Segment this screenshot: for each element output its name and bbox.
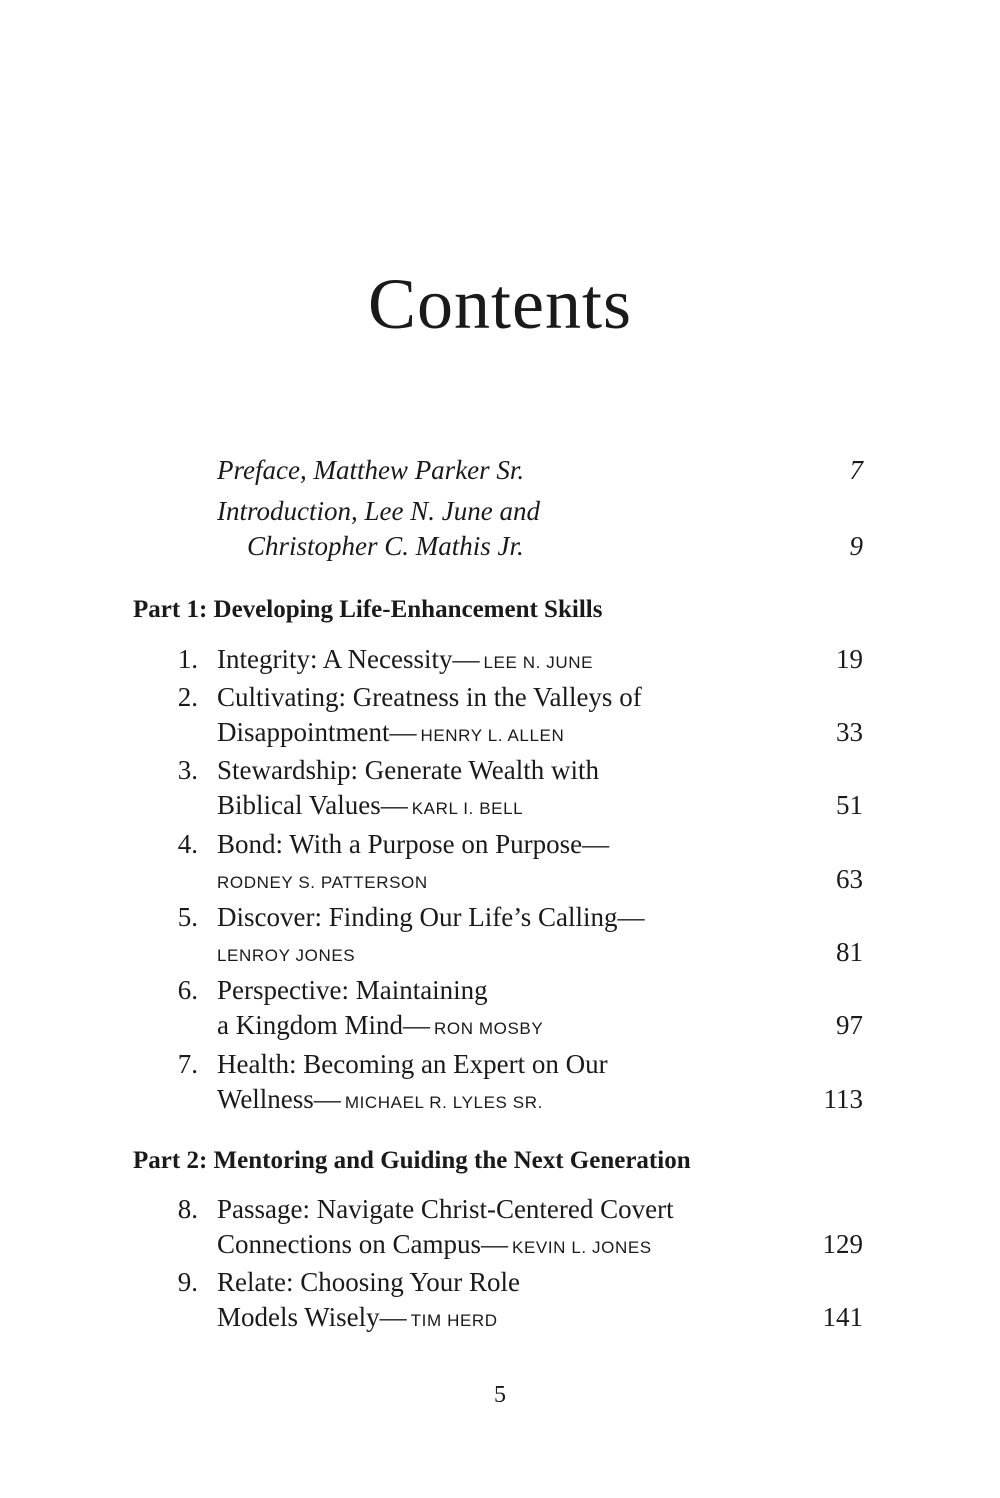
entry-page-number: 63 [836,864,863,894]
part-heading[interactable]: Part 1: Developing Life-Enhancement Skills [133,596,603,623]
chapter-author: MICHAEL R. LYLES SR. [344,1093,543,1112]
page-title: Contents [367,264,632,344]
chapter-number: 3. [177,755,198,785]
entry-page-number: 81 [836,937,863,967]
entry-page-number: 7 [849,455,863,485]
chapter-author: KEVIN L. JONES [512,1238,652,1257]
chapter-number: 9. [177,1267,198,1297]
chapter-author: LEE N. JUNE [483,653,594,672]
chapter-title-line [217,1007,543,1047]
chapter-title-line [217,934,355,974]
chapter-title-line [217,787,523,827]
chapter-number: 5. [177,902,198,932]
chapter-title: Bond: With a Purpose on Purpose— [217,829,610,859]
chapter-title-continued: Connections on Campus— [217,1229,508,1259]
entry-page-number: 97 [836,1010,863,1040]
chapter-title-continued: Models Wisely— [217,1302,407,1332]
chapter-author: HENRY L. ALLEN [420,726,565,745]
chapter-author: RODNEY S. PATTERSON [217,873,428,892]
chapter-number: 1. [177,644,198,674]
chapter-title-continued: Disappointment— [217,717,417,747]
chapter-title: Integrity: A Necessity— [217,644,480,674]
entry-page-number: 33 [836,717,863,747]
chapter-title-continued: a Kingdom Mind— [217,1010,430,1040]
entry-page-number: 51 [836,790,863,820]
entry-title: Preface, Matthew Parker Sr. [217,455,525,485]
entry-page-number: 19 [836,644,863,674]
chapter-title-line [217,861,428,901]
chapter-title-continued: Biblical Values— [217,790,408,820]
page-folio: 5 [494,1382,506,1408]
chapter-title-line [217,641,593,681]
chapter-number: 2. [177,682,198,712]
chapter-title-line [217,1081,543,1121]
chapter-author: KARL I. BELL [411,799,524,818]
chapter-title: Cultivating: Greatness in the Valleys of [217,682,642,712]
chapter-title: Perspective: Maintaining [217,975,488,1005]
part-heading[interactable]: Part 2: Mentoring and Guiding the Next Generation [133,1147,691,1174]
chapter-author: RON MOSBY [434,1019,544,1038]
entry-page-number: 113 [823,1084,863,1114]
chapter-number: 8. [177,1194,198,1224]
entry-page-number: 141 [822,1302,863,1332]
chapter-author: TIM HERD [410,1311,498,1330]
entry-title-continued: Christopher C. Mathis Jr. [247,531,524,561]
chapter-author: LENROY JONES [217,946,356,965]
chapter-title: Passage: Navigate Christ-Centered Covert [217,1194,674,1224]
chapter-title-continued: Wellness— [217,1084,341,1114]
chapter-title: Relate: Choosing Your Role [217,1267,521,1297]
chapter-title-line [217,1226,652,1266]
chapter-title: Discover: Finding Our Life’s Calling— [217,902,645,932]
chapter-title-line [217,714,564,754]
chapter-number: 6. [177,975,198,1005]
entry-title: Introduction, Lee N. June and [217,496,540,526]
chapter-title-line [217,1299,498,1339]
chapter-title: Health: Becoming an Expert on Our [217,1049,608,1079]
chapter-title: Stewardship: Generate Wealth with [217,755,599,785]
chapter-number: 7. [177,1049,198,1079]
entry-page-number: 129 [822,1229,863,1259]
entry-page-number: 9 [849,531,863,561]
chapter-number: 4. [177,829,198,859]
